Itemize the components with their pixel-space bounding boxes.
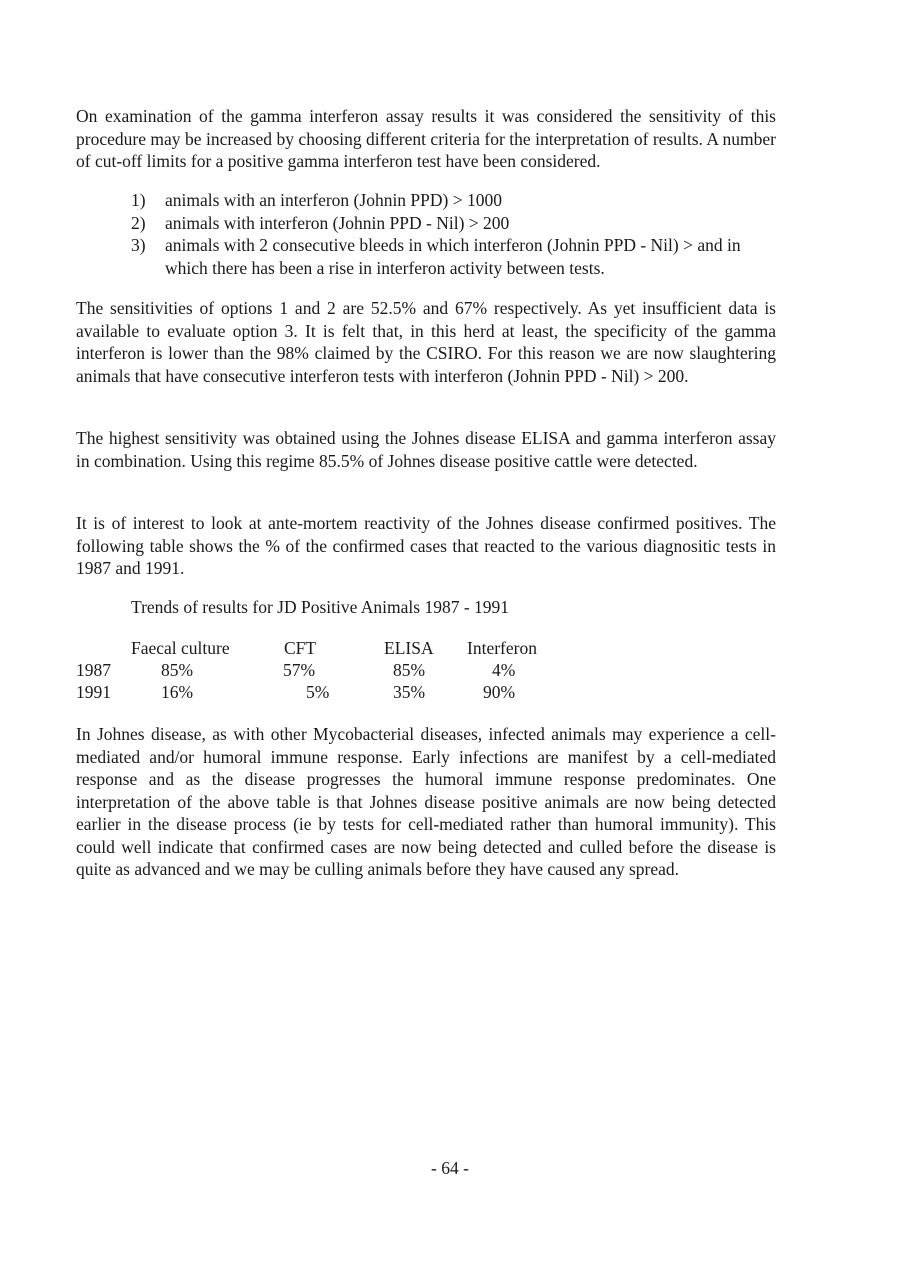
table-row-year: 1991 bbox=[76, 682, 111, 702]
table-row-year: 1987 bbox=[76, 660, 111, 680]
table-cell: 5% bbox=[306, 682, 330, 702]
table-cell: 85% bbox=[161, 660, 194, 680]
page-number: - 64 - bbox=[431, 1158, 469, 1178]
table-cell: 57% bbox=[283, 660, 316, 680]
results-table bbox=[0, 637, 900, 707]
list-item bbox=[131, 212, 776, 235]
paragraph-highest-sensitivity: The highest sensitivity was obtained using the Johnes disease ELISA and gamma interferon assay in combination. Using this regime 85.5% of Johnes disease positive cattle were detected. bbox=[76, 428, 776, 471]
table-cell: 90% bbox=[483, 682, 516, 702]
list-item-text: animals with 2 consecutive bleeds in which interferon (Johnin PPD - Nil) > and in which there has been a rise in interferon activity between tests. bbox=[165, 235, 741, 278]
table-header-interferon: Interferon bbox=[467, 638, 537, 658]
paragraph-interferon-criteria: On examination of the gamma interferon assay results it was considered the sensitivity of this procedure may be increased by choosing different criteria for the interpretation of results. A number of cut-off limits for a positive gamma interferon test have been considered. bbox=[76, 106, 776, 171]
table-header-cft: CFT bbox=[284, 638, 317, 658]
list-item-number: 3) bbox=[131, 235, 146, 255]
table-cell: 16% bbox=[161, 682, 194, 702]
list-item bbox=[131, 189, 776, 212]
list-item-number: 2) bbox=[131, 212, 146, 233]
cutoff-criteria-list bbox=[131, 189, 776, 279]
table-header-faecal-culture: Faecal culture bbox=[131, 638, 230, 658]
table-caption: Trends of results for JD Positive Animals 1987 - 1991 bbox=[131, 597, 510, 617]
paragraph-immune-response: In Johnes disease, as with other Mycobacterial diseases, infected animals may experience a cell-mediated and/or humoral immune response. Early infections are manifest by a cell-mediated response and as the disease progresses the humoral immune response predominates. One interpretation of the above table is that Johnes disease positive animals are now being detected earlier in the disease process (ie by tests for cell-mediated rather than humoral immunity). This could well indicate that confirmed cases are now being detected and culled before the disease is quite as advanced and we may be culling animals before they have caused any spread. bbox=[76, 724, 776, 879]
list-item-text: animals with interferon (Johnin PPD - Nil) > 200 bbox=[165, 212, 510, 233]
table-cell: 4% bbox=[492, 660, 516, 680]
table-cell: 35% bbox=[393, 682, 426, 702]
list-item-text: animals with an interferon (Johnin PPD) > 1000 bbox=[165, 190, 502, 210]
list-item-number: 1) bbox=[131, 190, 146, 210]
paragraph-ante-mortem: It is of interest to look at ante-mortem reactivity of the Johnes disease confirmed positives. The following table shows the % of the confirmed cases that reacted to the various diagnositic tests in 1987 and 1991. bbox=[76, 513, 776, 578]
table-cell: 85% bbox=[393, 660, 426, 680]
list-item bbox=[131, 234, 776, 279]
table-header-elisa: ELISA bbox=[384, 638, 434, 658]
paragraph-sensitivities: The sensitivities of options 1 and 2 are 52.5% and 67% respectively. As yet insufficient data is available to evaluate option 3. It is felt that, in this herd at least, the specificity of the gamma interferon is lower than the 98% claimed by the CSIRO. For this reason we are now slaughtering animals that have consecutive interferon tests with interferon (Johnin PPD - Nil) > 200. bbox=[76, 298, 776, 386]
